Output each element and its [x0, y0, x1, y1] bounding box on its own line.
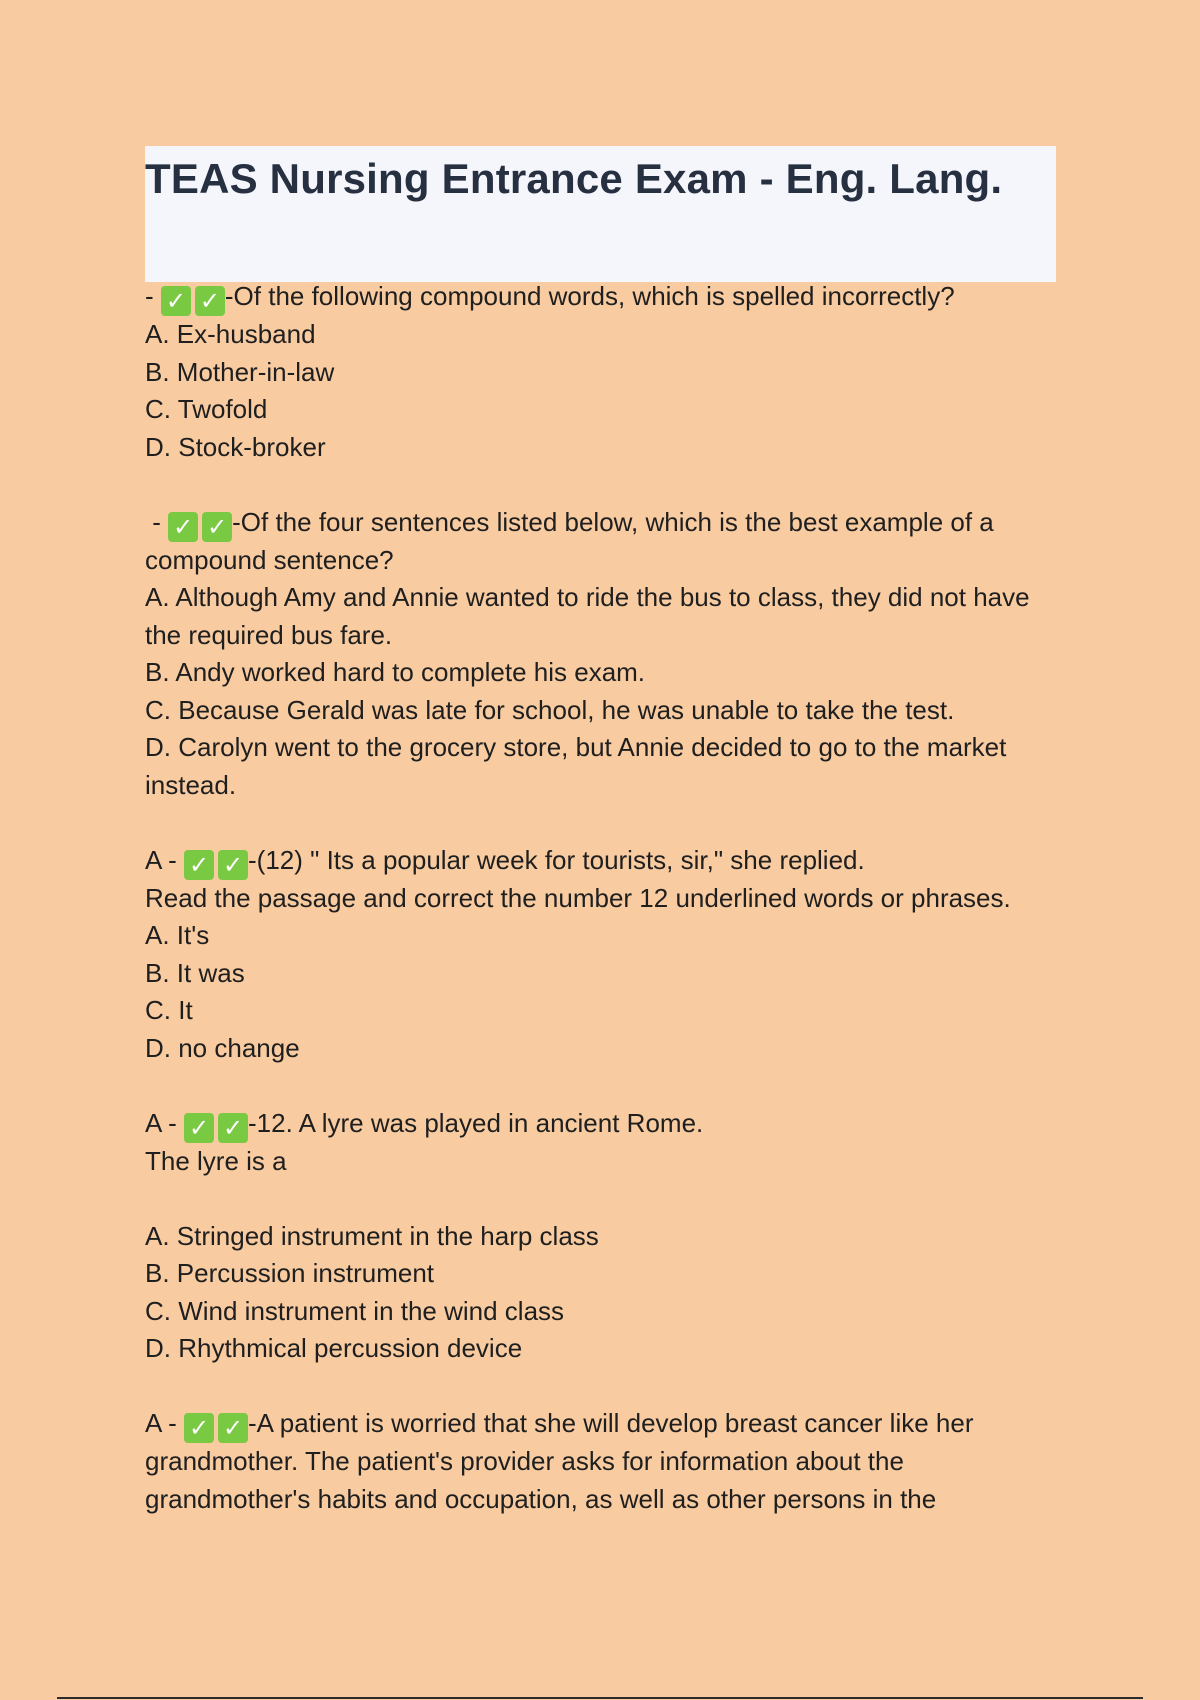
question-text: -A patient is worried that she will develop breast cancer like her grandmother. The patient's provider asks for information about the grandmother's habits and occupation, as well as other persons in the: [145, 1408, 981, 1514]
title-block: [145, 146, 1056, 282]
answer-option: D. no change: [145, 1032, 300, 1063]
answer-option: D. Stock-broker: [145, 431, 326, 462]
spacer: [145, 1368, 1065, 1406]
check-icon: ✓: [218, 1113, 248, 1143]
question-prefix: -: [145, 506, 169, 537]
check-icon: ✓: [202, 512, 232, 542]
question-1-stem: [145, 278, 1065, 316]
question-text: -(12) " Its a popular week for tourists, sir," she replied.: [248, 844, 865, 875]
check-icon: ✓: [195, 286, 225, 316]
spacer: [145, 1067, 1065, 1105]
spacer: [145, 804, 1065, 842]
question-2: [145, 504, 1065, 805]
answer-option: B. Andy worked hard to complete his exam.: [145, 657, 646, 687]
question-4-stem: [145, 1105, 1065, 1143]
question-4: [145, 1105, 1065, 1368]
spacer: [145, 466, 1065, 504]
check-icon: ✓: [184, 1113, 214, 1143]
question-prefix: -: [145, 281, 161, 311]
check-icon: ✓: [184, 850, 214, 880]
answer-option: A. Although Amy and Annie wanted to ride the bus to class, they did not have the required bus fare.: [145, 582, 1037, 650]
answer-option: B. Percussion instrument: [145, 1258, 435, 1288]
check-icon: ✓: [161, 286, 191, 316]
question-instruction: The lyre is a: [145, 1145, 287, 1176]
question-5: [145, 1405, 1065, 1518]
question-prefix: A -: [145, 1408, 185, 1438]
question-list: [145, 278, 1065, 1518]
question-text: -Of the following compound words, which is spelled incorrectly?: [224, 281, 955, 311]
answer-option: D. Carolyn went to the grocery store, but Annie decided to go to the market instead.: [145, 732, 1014, 800]
answer-option: A. Stringed instrument in the harp class: [145, 1220, 599, 1251]
check-icon: ✓: [168, 512, 198, 542]
question-text: -Of the four sentences listed below, which is the best example of a compound sentence?: [145, 506, 1001, 575]
footer-divider: [57, 1697, 1143, 1699]
question-3-stem: [145, 842, 1065, 880]
check-icon: ✓: [184, 1413, 214, 1443]
answer-option: C. It: [145, 995, 193, 1025]
answer-option: B. Mother-in-law: [145, 356, 335, 387]
question-prefix: A -: [145, 844, 185, 875]
answer-option: C. Twofold: [145, 394, 268, 424]
spacer: [145, 1180, 1065, 1218]
page-title: TEAS Nursing Entrance Exam - Eng. Lang.: [145, 155, 1003, 202]
question-2-stem: [145, 504, 1065, 580]
answer-option: D. Rhythmical percussion device: [145, 1333, 523, 1363]
question-5-stem: [145, 1405, 1065, 1518]
answer-option: C. Because Gerald was late for school, he was unable to take the test.: [145, 694, 955, 725]
answer-option: A. Ex-husband: [145, 319, 316, 349]
answer-option: B. It was: [145, 957, 245, 988]
answer-option: A. It's: [145, 920, 210, 950]
answer-option: C. Wind instrument in the wind class: [145, 1295, 565, 1326]
question-prefix: A -: [145, 1107, 185, 1138]
check-icon: ✓: [218, 850, 248, 880]
question-1: [145, 278, 1065, 466]
question-instruction: Read the passage and correct the number 12 underlined words or phrases.: [145, 882, 1011, 913]
question-text: -12. A lyre was played in ancient Rome.: [248, 1107, 704, 1138]
question-3: [145, 842, 1065, 1068]
check-icon: ✓: [218, 1413, 248, 1443]
